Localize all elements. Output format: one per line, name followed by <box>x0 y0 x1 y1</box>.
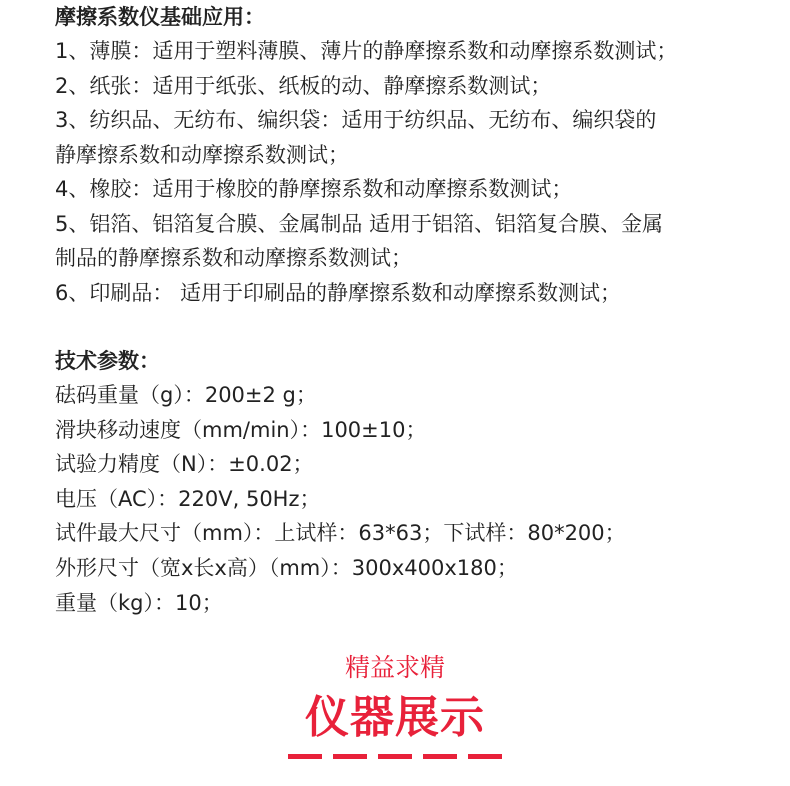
dash-segment <box>333 754 367 759</box>
specs-title: 技术参数： <box>55 349 160 373</box>
application-item: 1、薄膜：适用于塑料薄膜、薄片的静摩擦系数和动摩擦系数测试； <box>55 39 678 63</box>
document-body <box>55 0 775 620</box>
spec-item: 试件最大尺寸（mm）：上试样：63*63；下试样：80*200； <box>55 521 626 546</box>
banner-title: 仪器展示 <box>305 692 485 743</box>
dash-segment <box>468 754 502 759</box>
dash-segment <box>423 754 457 759</box>
applications-section <box>55 0 775 310</box>
banner-dash-divider <box>288 754 502 759</box>
spec-item: 外形尺寸（宽x长x高）（mm）：300x400x180； <box>55 555 518 580</box>
applications-title: 摩擦系数仪基础应用： <box>55 5 265 29</box>
dash-segment <box>378 754 412 759</box>
spec-item: 滑块移动速度（mm/min）：100±10； <box>55 417 427 442</box>
spec-item: 试验力精度（N）：±0.02； <box>55 452 314 477</box>
banner-subtitle: 精益求精 <box>344 653 445 682</box>
application-item: 5、铝箔、铝箔复合膜、金属制品 适用于铝箔、铝箔复合膜、金属 <box>55 211 664 236</box>
application-item: 4、橡胶：适用于橡胶的静摩擦系数和动摩擦系数测试； <box>55 177 573 201</box>
application-item: 6、印刷品： 适用于印刷品的静摩擦系数和动摩擦系数测试； <box>55 280 622 305</box>
spec-item: 砝码重量（g）：200±2 g； <box>55 383 317 407</box>
application-item: 2、纸张：适用于纸张、纸板的动、静摩擦系数测试； <box>55 73 552 98</box>
specs-section <box>55 344 775 620</box>
dash-segment <box>288 754 322 759</box>
spec-item: 电压（AC）：220V, 50Hz； <box>55 486 321 511</box>
section-spacer <box>55 310 775 344</box>
application-item: 3、纺织品、无纺布、编织袋：适用于纺织品、无纺布、编织袋的 <box>55 108 657 132</box>
application-item: 制品的静摩擦系数和动摩擦系数测试； <box>55 246 412 270</box>
application-item: 静摩擦系数和动摩擦系数测试； <box>55 142 349 167</box>
spec-item: 重量（kg）：10； <box>55 590 223 615</box>
showcase-banner <box>0 648 790 746</box>
